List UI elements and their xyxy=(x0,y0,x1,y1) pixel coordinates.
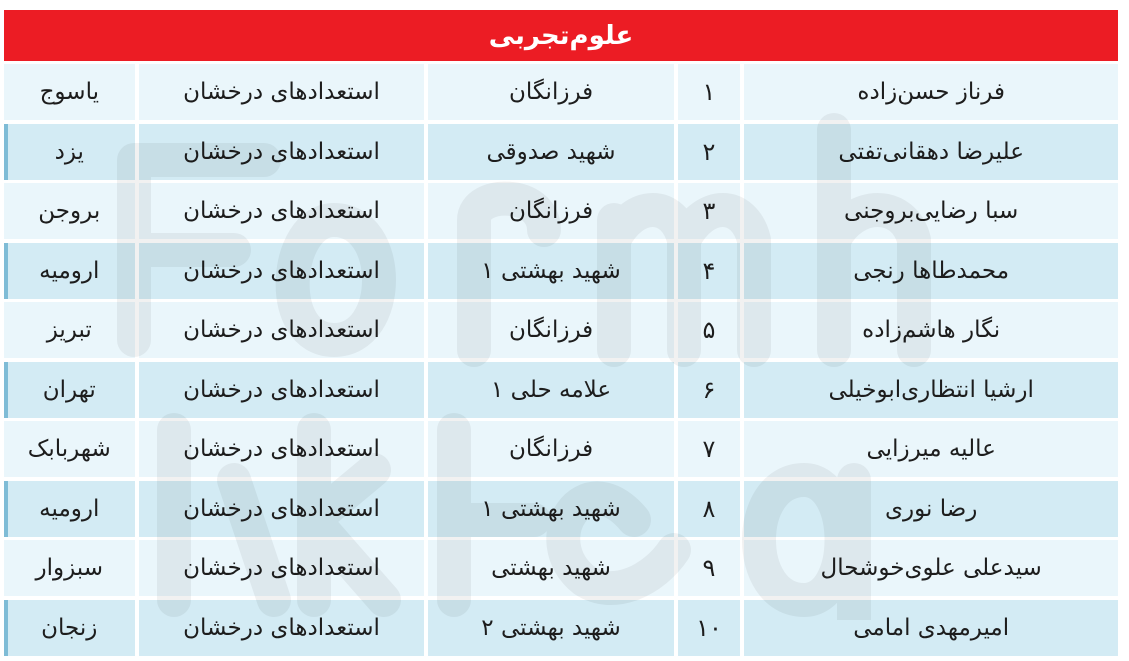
cell-rank: ۳ xyxy=(678,183,741,239)
table-row xyxy=(4,302,1118,358)
cell-school: فرزانگان xyxy=(428,183,673,239)
cell-school: شهید بهشتی ۱ xyxy=(428,243,673,299)
cell-city: تبریز xyxy=(4,302,135,358)
ranking-table xyxy=(4,10,1118,658)
cell-program: استعدادهای درخشان xyxy=(139,64,425,120)
cell-name: علیرضا دهقانی‌تفتی xyxy=(744,124,1118,180)
cell-rank: ۲ xyxy=(678,124,741,180)
cell-city: یزد xyxy=(4,124,135,180)
cell-city: ارومیه xyxy=(4,243,135,299)
cell-program: استعدادهای درخشان xyxy=(139,124,425,180)
table-row xyxy=(4,421,1118,477)
table-row xyxy=(4,481,1118,537)
cell-program: استعدادهای درخشان xyxy=(139,600,425,656)
cell-rank: ۱ xyxy=(678,64,741,120)
cell-name: نگار هاشم‌زاده xyxy=(744,302,1118,358)
cell-program: استعدادهای درخشان xyxy=(139,183,425,239)
cell-rank: ۹ xyxy=(678,540,741,596)
table-row xyxy=(4,600,1118,656)
table-row xyxy=(4,540,1118,596)
cell-rank: ۷ xyxy=(678,421,741,477)
cell-program: استعدادهای درخشان xyxy=(139,302,425,358)
table-row xyxy=(4,64,1118,120)
cell-name: امیرمهدی امامی xyxy=(744,600,1118,656)
cell-school: فرزانگان xyxy=(428,64,673,120)
cell-school: شهید بهشتی ۱ xyxy=(428,481,673,537)
cell-name: ارشیا انتظاری‌ابوخیلی xyxy=(744,362,1118,418)
cell-name: سبا رضایی‌بروجنی xyxy=(744,183,1118,239)
cell-city: زنجان xyxy=(4,600,135,656)
cell-rank: ۶ xyxy=(678,362,741,418)
table-title: علوم‌تجربی xyxy=(4,10,1118,61)
table-row xyxy=(4,243,1118,299)
cell-name: سیدعلی علوی‌خوشحال xyxy=(744,540,1118,596)
cell-program: استعدادهای درخشان xyxy=(139,540,425,596)
table-body xyxy=(4,64,1118,658)
cell-name: فرناز حسن‌زاده xyxy=(744,64,1118,120)
cell-school: شهید صدوقی xyxy=(428,124,673,180)
cell-school: علامه حلی ۱ xyxy=(428,362,673,418)
cell-rank: ۸ xyxy=(678,481,741,537)
cell-program: استعدادهای درخشان xyxy=(139,362,425,418)
cell-school: فرزانگان xyxy=(428,302,673,358)
cell-school: فرزانگان xyxy=(428,421,673,477)
cell-program: استعدادهای درخشان xyxy=(139,481,425,537)
cell-rank: ۵ xyxy=(678,302,741,358)
cell-program: استعدادهای درخشان xyxy=(139,243,425,299)
cell-city: ارومیه xyxy=(4,481,135,537)
cell-school: شهید بهشتی ۲ xyxy=(428,600,673,656)
table-row xyxy=(4,362,1118,418)
cell-city: تهران xyxy=(4,362,135,418)
cell-name: محمدطاها رنجی xyxy=(744,243,1118,299)
cell-city: شهربابک xyxy=(4,421,135,477)
cell-school: شهید بهشتی xyxy=(428,540,673,596)
cell-program: استعدادهای درخشان xyxy=(139,421,425,477)
cell-rank: ۴ xyxy=(678,243,741,299)
table-row xyxy=(4,183,1118,239)
cell-city: یاسوج xyxy=(4,64,135,120)
cell-name: رضا نوری xyxy=(744,481,1118,537)
cell-city: سبزوار xyxy=(4,540,135,596)
cell-city: بروجن xyxy=(4,183,135,239)
cell-name: عالیه میرزایی xyxy=(744,421,1118,477)
table-row xyxy=(4,124,1118,180)
cell-rank: ۱۰ xyxy=(678,600,741,656)
